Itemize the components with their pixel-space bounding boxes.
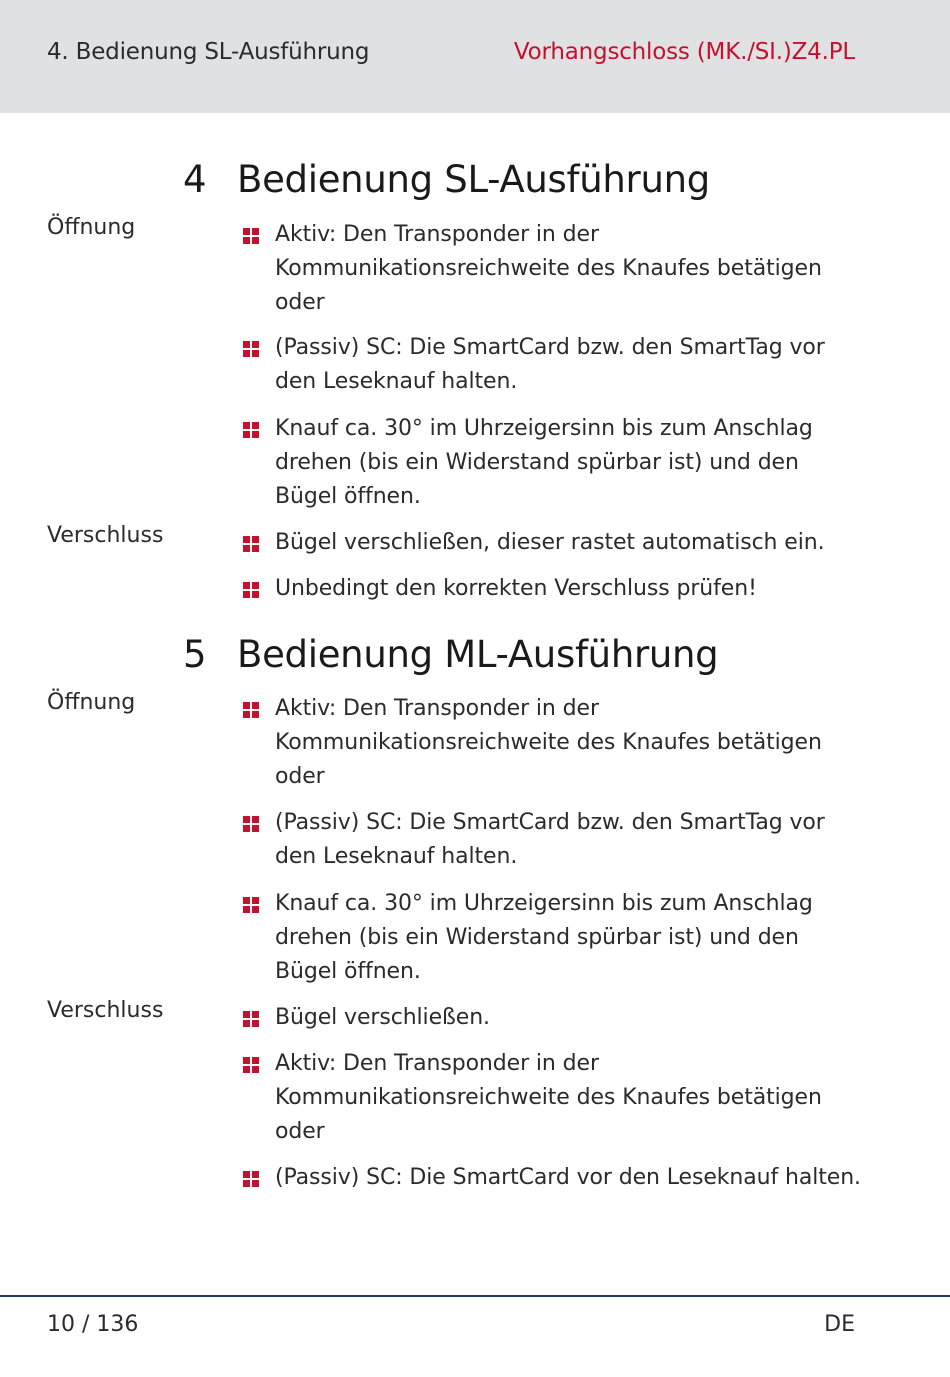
- bullet-icon: [243, 582, 259, 598]
- section-number: 5: [183, 633, 207, 676]
- bullet-icon: [243, 341, 259, 357]
- side-label-verschluss: Verschluss: [47, 523, 164, 548]
- bullet-icon: [243, 1171, 259, 1187]
- side-label-oeffnung: Öffnung: [47, 690, 136, 715]
- section-title-5: [183, 633, 718, 676]
- bullet-icon: [243, 816, 259, 832]
- header-chapter: 4. Bedienung SL-Ausführung: [47, 39, 370, 65]
- bullet-icon: [243, 422, 259, 438]
- side-label-oeffnung: Öffnung: [47, 215, 136, 240]
- page-header: [0, 0, 950, 113]
- footer-divider: [0, 1295, 950, 1297]
- list-item: Aktiv: Den Transponder in der Kommunikationsreichweite des Knaufes betätigen oder: [243, 1047, 863, 1149]
- list-item: (Passiv) SC: Die SmartCard bzw. den SmartTag vor den Leseknauf halten.: [243, 806, 863, 874]
- bullet-icon: [243, 897, 259, 913]
- bullet-icon: [243, 1057, 259, 1073]
- list-item: Bügel verschließen, dieser rastet automatisch ein.: [243, 526, 863, 560]
- section-title-4: [183, 158, 710, 201]
- bullet-icon: [243, 702, 259, 718]
- section-number: 4: [183, 158, 207, 201]
- bullet-icon: [243, 536, 259, 552]
- header-product-name: Vorhangschloss (MK./SI.)Z4.PL: [513, 39, 855, 65]
- side-label-verschluss: Verschluss: [47, 998, 164, 1023]
- list-item: Knauf ca. 30° im Uhrzeigersinn bis zum Anschlag drehen (bis ein Widerstand spürbar ist) und den Bügel öffnen.: [243, 887, 863, 989]
- section-heading: Bedienung SL-Ausführung: [237, 158, 710, 201]
- list-item: Unbedingt den korrekten Verschluss prüfen!: [243, 572, 863, 606]
- bullet-icon: [243, 1011, 259, 1027]
- language-code: DE: [824, 1312, 855, 1337]
- list-item: (Passiv) SC: Die SmartCard vor den Leseknauf halten.: [243, 1161, 863, 1195]
- list-item: Knauf ca. 30° im Uhrzeigersinn bis zum Anschlag drehen (bis ein Widerstand spürbar ist) und den Bügel öffnen.: [243, 412, 863, 514]
- bullet-icon: [243, 228, 259, 244]
- list-item: (Passiv) SC: Die SmartCard bzw. den SmartTag vor den Leseknauf halten.: [243, 331, 863, 399]
- list-item: Bügel verschließen.: [243, 1001, 863, 1035]
- list-item: Aktiv: Den Transponder in der Kommunikationsreichweite des Knaufes betätigen oder: [243, 692, 863, 794]
- page-number: 10 / 136: [47, 1312, 139, 1337]
- list-item: Aktiv: Den Transponder in der Kommunikationsreichweite des Knaufes betätigen oder: [243, 218, 863, 320]
- section-heading: Bedienung ML-Ausführung: [237, 633, 719, 676]
